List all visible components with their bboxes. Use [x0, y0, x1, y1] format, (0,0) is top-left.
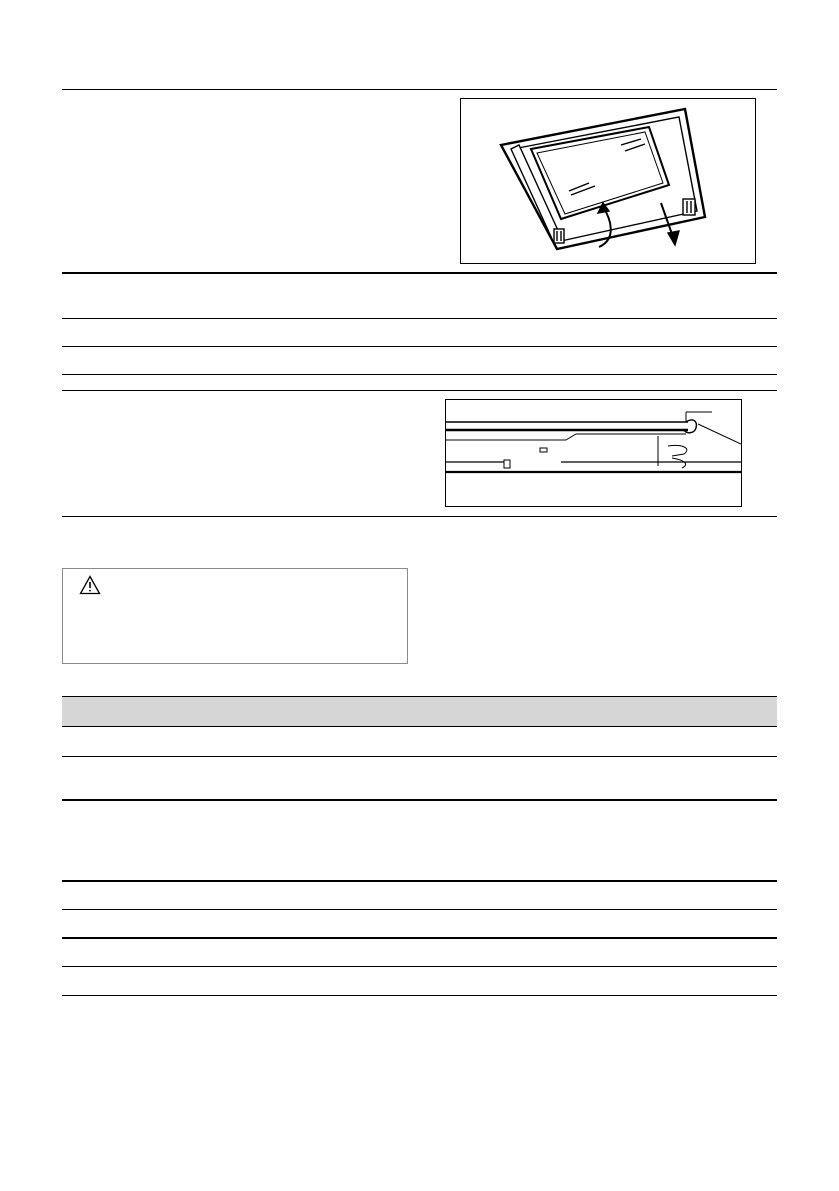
row-divider	[62, 318, 777, 319]
table-section-divider	[62, 880, 777, 882]
table-row-divider	[62, 995, 777, 996]
section-divider	[62, 516, 777, 517]
table-header-row	[62, 696, 777, 727]
table-section-divider	[62, 799, 777, 801]
warning-box	[62, 568, 408, 664]
warning-triangle-icon	[79, 575, 101, 600]
row-divider	[62, 390, 777, 391]
row-divider	[62, 374, 777, 375]
table-row-divider	[62, 909, 777, 910]
table-row-divider	[62, 966, 777, 967]
section-divider	[62, 272, 777, 274]
door-removal-figure	[460, 98, 756, 264]
row-divider	[62, 346, 777, 347]
glass-panel-figure	[445, 399, 742, 507]
door-glass-panel-cross-section-illustration	[446, 400, 741, 506]
oven-door-removal-illustration	[461, 99, 755, 263]
table-section-divider	[62, 937, 777, 939]
table-row-divider	[62, 756, 777, 757]
row-divider	[62, 89, 777, 90]
